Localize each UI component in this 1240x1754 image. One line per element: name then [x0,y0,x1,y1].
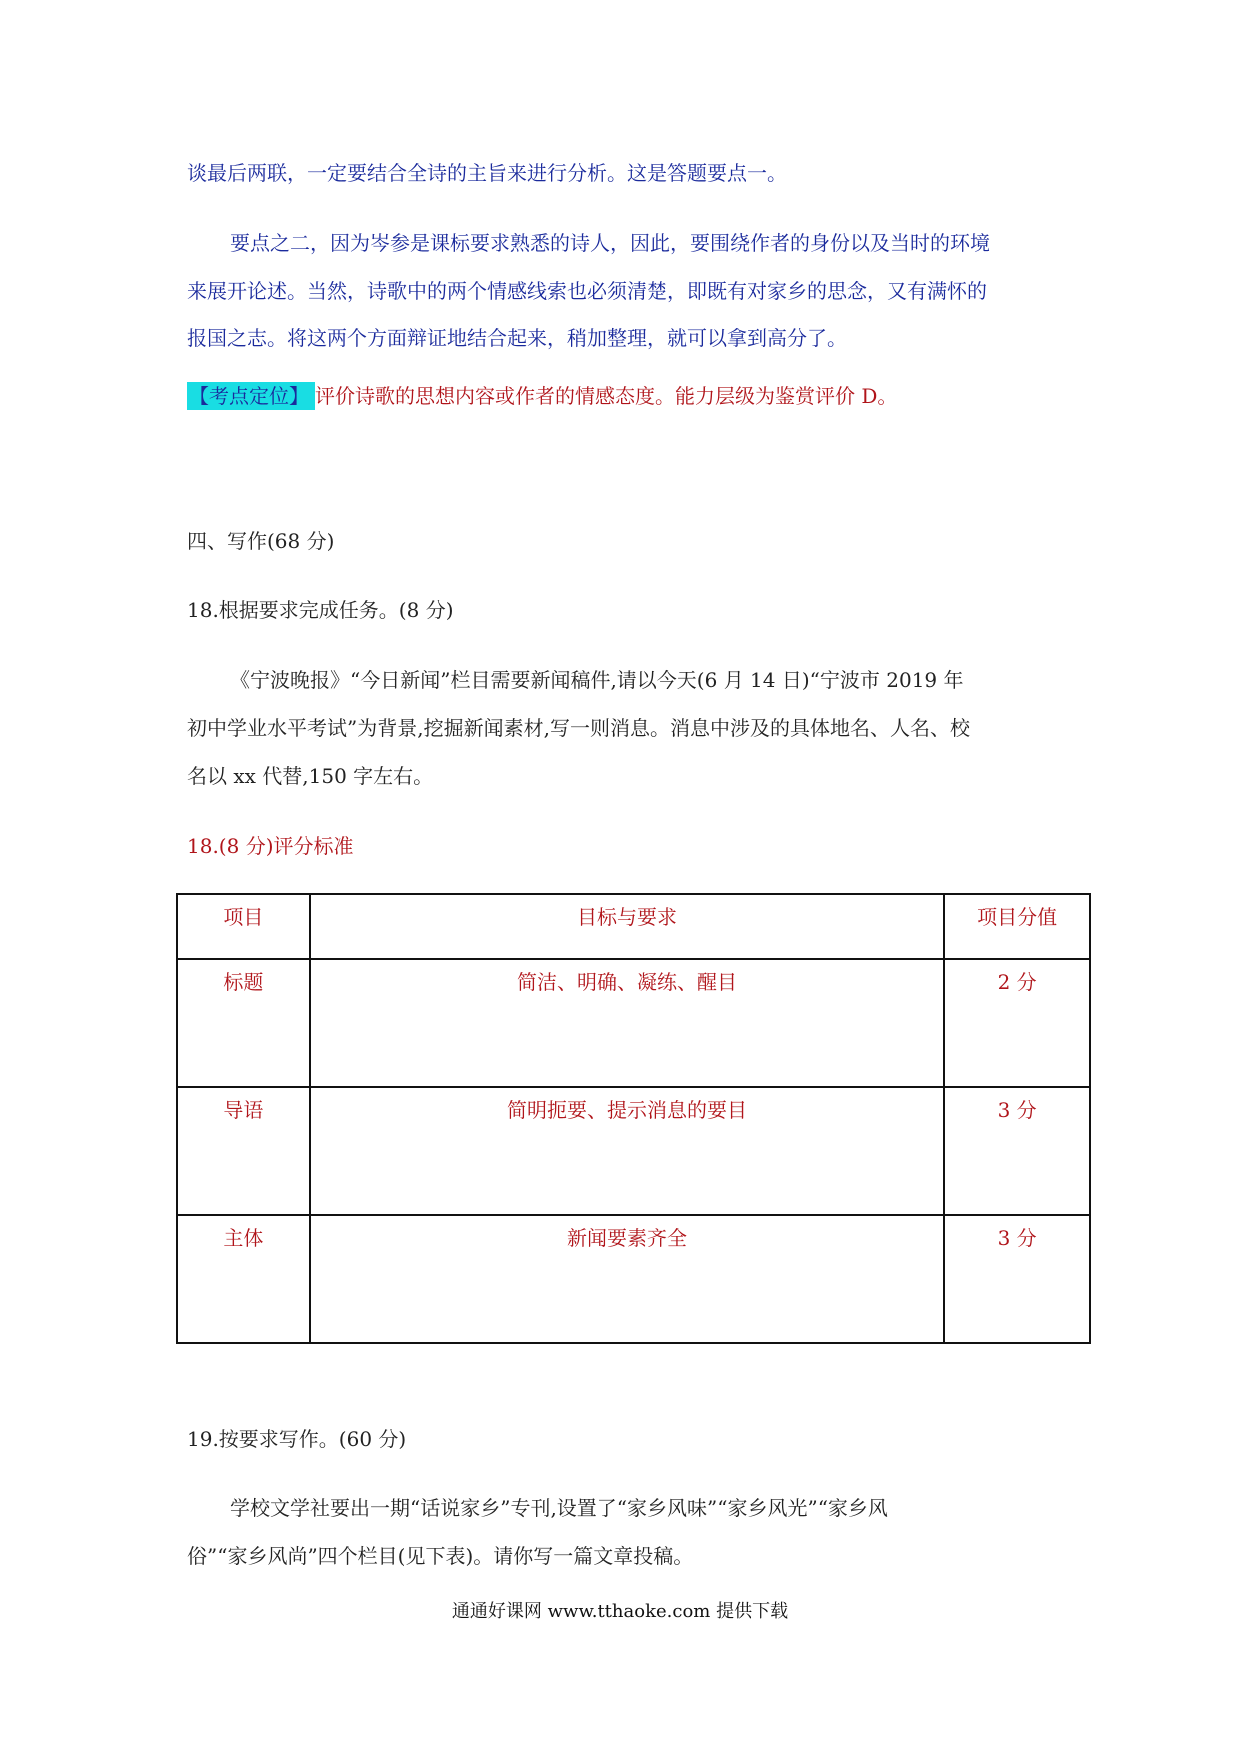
table-cell-item: 导语 [177,1087,310,1215]
question-18-line-1: 《宁波晚报》“今日新闻”栏目需要新闻稿件,请以今天(6 月 14 日)“宁波市 2019 年 [230,668,964,692]
question-18-line-2: 初中学业水平考试”为背景,挖掘新闻素材,写一则消息。消息中涉及的具体地名、人名、校 [187,716,970,740]
table-row [177,959,1090,1087]
analysis-paragraph-2-line-3: 报国之志。将这两个方面辩证地结合起来，稍加整理，就可以拿到高分了。 [187,326,847,350]
exam-point-text: 评价诗歌的思想内容或作者的情感态度。能力层级为鉴赏评价 D。 [315,384,898,408]
table-header-row [177,894,1090,959]
table-cell-requirement: 新闻要素齐全 [310,1215,945,1343]
table-cell-score: 3 分 [944,1215,1090,1343]
table-cell-item: 标题 [177,959,310,1087]
table-header-cell: 目标与要求 [310,894,945,959]
table-cell-requirement: 简洁、明确、凝练、醒目 [310,959,945,1087]
analysis-paragraph-1: 谈最后两联，一定要结合全诗的主旨来进行分析。这是答题要点一。 [187,161,787,185]
question-19-title: 19.按要求写作。(60 分) [187,1427,407,1451]
scoring-title: 18.(8 分)评分标准 [187,834,354,858]
table-cell-score: 3 分 [944,1087,1090,1215]
table-cell-item: 主体 [177,1215,310,1343]
page-footer: 通通好课网 www.tthaoke.com 提供下载 [451,1601,789,1622]
table-header-cell: 项目 [177,894,310,959]
table-row [177,1215,1090,1343]
scoring-table [176,893,1091,1344]
section-heading: 四、写作(68 分) [187,529,335,553]
question-19-line-1: 学校文学社要出一期“话说家乡”专刊,设置了“家乡风味”“家乡风光”“家乡风 [230,1496,888,1520]
question-18-line-3: 名以 xx 代替,150 字左右。 [187,764,434,788]
question-19-line-2: 俗”“家乡风尚”四个栏目(见下表)。请你写一篇文章投稿。 [187,1544,694,1568]
exam-point-line [187,382,897,410]
table-row [177,1087,1090,1215]
table-header-cell: 项目分值 [944,894,1090,959]
analysis-paragraph-2-line-2: 来展开论述。当然，诗歌中的两个情感线索也必须清楚，即既有对家乡的思念，又有满怀的 [187,279,987,303]
analysis-paragraph-2-line-1: 要点之二，因为岑参是课标要求熟悉的诗人，因此，要围绕作者的身份以及当时的环境 [230,231,990,255]
table-cell-score: 2 分 [944,959,1090,1087]
exam-point-tag: 【考点定位】 [187,382,315,410]
table-cell-requirement: 简明扼要、提示消息的要目 [310,1087,945,1215]
question-18-title: 18.根据要求完成任务。(8 分) [187,598,454,622]
